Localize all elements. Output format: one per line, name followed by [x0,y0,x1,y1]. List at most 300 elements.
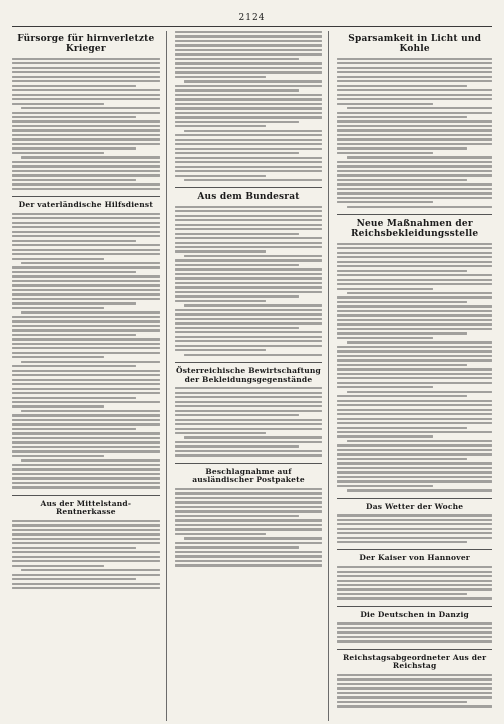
text-line [184,80,323,82]
text-line [12,468,160,470]
text-line [175,134,323,136]
article [337,219,492,492]
text-line [12,174,160,176]
text-line [175,300,267,302]
text-line [175,58,299,60]
text-line [175,264,299,266]
text-line [12,258,104,260]
text-line [12,441,160,443]
text-line [12,98,160,100]
text-line [337,243,492,245]
text-line [337,458,467,460]
text-line [12,405,104,407]
text-line [12,547,136,549]
text-line [337,683,492,685]
text-line [12,329,160,331]
text-line [337,332,467,334]
text-line [175,71,323,73]
text-line [337,400,492,402]
text-line [175,524,323,526]
text-line [12,94,160,96]
text-line [337,382,492,384]
column-1 [12,31,167,721]
text-line [337,247,492,249]
text-line [337,62,492,64]
text-line [175,497,323,499]
text-line [337,580,492,582]
text-line [175,445,299,447]
text-line [175,533,267,535]
text-line [337,188,492,190]
text-line [12,222,160,224]
text-line [337,696,492,698]
article [12,34,160,190]
text-line [12,370,160,372]
text-line [12,103,104,105]
text-line [175,103,323,105]
text-line [337,571,492,573]
text-line [12,446,160,448]
text-line [175,94,323,96]
article-divider [337,606,492,607]
article-divider [337,549,492,550]
text-line [337,373,492,375]
text-line [337,377,492,379]
text-line [175,295,299,297]
text-line [12,116,136,118]
text-line [337,328,492,330]
column-3 [337,31,492,721]
text-line [337,314,492,316]
text-line [175,125,267,127]
text-line [337,134,492,136]
text-line [175,237,323,239]
article-headline: Aus der Mittelstand-Rentnerkasse [40,498,132,517]
text-line [21,569,160,571]
text-line [337,467,492,469]
text-line [337,125,492,127]
text-line [337,165,492,167]
page-header [12,10,492,27]
text-line [337,265,492,267]
text-line [175,506,323,508]
text-line [175,49,323,51]
text-line [337,201,433,203]
text-line [337,368,492,370]
text-line [12,401,160,403]
text-line [337,627,492,629]
text-line [337,98,492,100]
text-line [175,423,323,425]
article [175,192,323,356]
text-line [12,62,160,64]
text-line [12,170,160,172]
text-line [337,179,467,181]
text-line [175,107,323,109]
article-headline: Der vaterländische Hilfsdienst [18,200,154,210]
text-line [12,482,160,484]
text-line [337,138,492,140]
text-line [337,197,492,199]
text-line [184,179,323,181]
text-line [12,71,160,73]
text-line [337,523,492,525]
text-line [337,58,492,60]
text-line [12,455,104,457]
text-line [337,337,433,339]
text-line [12,165,160,167]
text-line [337,170,492,172]
text-line [337,279,492,281]
text-line [12,574,160,576]
text-line [347,292,492,294]
text-line [337,116,467,118]
text-line [12,565,104,567]
text-line [12,253,160,255]
article-body [337,622,492,642]
text-line [175,210,323,212]
text-line [337,192,492,194]
text-line [337,449,492,451]
text-line [12,152,104,154]
text-line [337,631,492,633]
text-line [337,71,492,73]
text-line [12,542,160,544]
article-body [175,206,323,356]
text-line [175,286,323,288]
text-line [347,341,492,343]
text-line [175,277,323,279]
text-line [12,538,160,540]
text-line [175,116,323,118]
text-line [12,284,160,286]
text-line [12,275,160,277]
text-line [337,622,492,624]
text-line [12,529,160,531]
text-line [337,640,492,642]
text-line [337,422,492,424]
text-line [337,364,467,366]
text-line [12,477,160,479]
text-line [12,89,160,91]
text-line [175,488,323,490]
article-body [175,387,323,457]
text-line [12,432,160,434]
article [337,611,492,643]
article [12,201,160,488]
article-divider [337,498,492,499]
text-line [175,392,323,394]
text-line [175,542,323,544]
text-line [12,226,160,228]
text-line [12,334,136,336]
text-line [12,464,160,466]
text-line [175,327,299,329]
text-line [12,85,136,87]
text-line [12,179,136,181]
column-2 [175,31,330,721]
text-line [337,270,467,272]
text-line [12,58,160,60]
text-line [12,520,160,522]
text-line [184,304,323,306]
text-line [337,152,433,154]
text-line [184,354,323,356]
text-line [337,532,492,534]
text-line [337,435,433,437]
text-line [175,246,323,248]
text-line [21,459,160,461]
text-line [21,262,160,264]
text-line [175,157,323,159]
article-divider [175,362,323,363]
text-line [12,307,104,309]
text-line [175,519,323,521]
text-line [337,310,492,312]
text-line [21,410,160,412]
text-line [12,249,160,251]
text-line [12,134,160,136]
article-headline: Das Wetter der Woche [366,501,464,511]
text-line [175,441,323,443]
text-line [184,130,323,132]
text-line [12,231,160,233]
text-line [12,325,160,327]
text-line [175,228,323,230]
text-line [12,125,160,127]
text-line [12,266,160,268]
text-line [12,437,160,439]
text-line [175,282,323,284]
article [337,34,492,208]
text-line [12,392,160,394]
text-line [175,259,323,261]
text-line [337,305,492,307]
article-body [175,31,323,181]
article-divider [175,463,323,464]
article-body [337,674,492,708]
text-line [12,473,160,475]
text-line [175,331,323,333]
text-line [175,85,323,87]
text-line [12,244,160,246]
text-line [337,89,492,91]
text-line [337,431,492,433]
text-line [12,188,160,190]
text-line [175,161,323,163]
text-line [337,183,492,185]
text-line [337,528,492,530]
text-line [347,489,492,491]
text-line [12,383,160,385]
text-line [12,414,160,416]
text-line [175,175,267,177]
text-line [12,365,136,367]
article [337,654,492,708]
text-line [337,575,492,577]
text-line [337,444,492,446]
text-line [337,453,492,455]
text-line [337,288,433,290]
article-divider [337,214,492,215]
text-line [12,352,160,354]
text-line [175,148,323,150]
text-line [12,560,160,562]
text-line [337,346,492,348]
text-line [175,170,323,172]
text-line [21,361,160,363]
text-line [337,597,492,599]
text-line [175,143,323,145]
text-line [12,280,160,282]
text-line [175,224,323,226]
text-line [337,678,492,680]
text-line [337,129,492,131]
text-line [175,414,299,416]
text-line [12,423,160,425]
text-line [175,112,323,114]
text-line [175,233,299,235]
text-line [12,298,160,300]
article-headline: Österreichische Bewirtschaftung der Bekleidungsgegenstände [176,365,321,384]
text-line [12,583,160,585]
article-divider [12,495,160,496]
text-line [12,450,160,452]
text-line [337,395,467,397]
text-line [175,501,323,503]
text-line [12,138,160,140]
text-line [175,564,323,566]
text-line [175,62,323,64]
text-line [337,687,492,689]
text-line [175,555,323,557]
text-line [337,485,433,487]
text-line [184,255,323,257]
article-headline: Beschlagnahme auf ausländischer Postpakete [192,466,305,485]
text-line [12,397,136,399]
text-line [175,242,323,244]
text-line [337,588,492,590]
text-line [337,480,492,482]
text-line [175,410,323,412]
text-line [21,156,160,158]
text-line [175,98,323,100]
article [175,468,323,567]
text-line [12,147,136,149]
text-line [12,419,160,421]
text-line [337,355,492,357]
text-line [337,413,492,415]
text-line [337,674,492,676]
text-line [12,347,160,349]
text-line [12,551,160,553]
text-line [175,510,323,512]
text-line [12,183,160,185]
text-line [175,219,323,221]
text-line [337,386,433,388]
text-line [175,454,323,456]
article-headline: Fürsorge für hirnverletzte Krieger [17,34,155,55]
text-line [337,319,492,321]
text-line [337,359,492,361]
text-line [337,537,492,539]
text-line [337,705,492,707]
article [337,554,492,599]
text-line [337,519,492,521]
text-line [337,174,492,176]
text-line [175,336,323,338]
article-headline: Aus dem Bundesrat [197,192,300,203]
text-line [12,356,104,358]
text-line [175,309,323,311]
text-line [175,428,323,430]
text-line [337,301,467,303]
columns [12,31,492,721]
text-line [175,515,299,517]
text-line [175,268,323,270]
text-line [347,107,492,109]
article [337,503,492,544]
text-line [337,252,492,254]
text-line [175,44,323,46]
text-line [337,427,467,429]
text-line [12,213,160,215]
text-line [175,89,299,91]
text-line [175,152,299,154]
text-line [337,350,492,352]
text-line [12,556,160,558]
text-line [184,537,323,539]
text-line [12,428,136,430]
text-line [337,283,492,285]
text-line [175,215,323,217]
text-line [337,701,467,703]
text-line [12,533,160,535]
page-number: 2124 [238,13,266,23]
text-line [12,80,160,82]
article [12,500,160,590]
text-line [175,291,323,293]
text-line [12,578,136,580]
text-line [12,374,160,376]
text-line [12,388,160,390]
text-line [337,409,492,411]
text-line [337,76,492,78]
text-line [337,514,492,516]
text-line [175,313,323,315]
text-line [337,256,492,258]
text-line [175,349,267,351]
text-line [12,343,160,345]
text-line [337,80,492,82]
text-line [337,323,492,325]
text-line [337,593,467,595]
text-line [184,436,323,438]
text-line [347,391,492,393]
text-line [337,274,492,276]
text-line [175,387,323,389]
text-line [175,53,323,55]
text-line [175,405,323,407]
text-line [12,143,160,145]
text-line [12,129,160,131]
article-body [337,514,492,543]
article-headline: Der Kaiser von Hannover [359,553,470,563]
text-line [12,486,160,488]
article-headline: Neue Maßnahmen der Reichsbekleidungsstelle [350,218,479,240]
text-line [175,492,323,494]
article-headline: Die Deutschen in Danzig [360,609,470,619]
